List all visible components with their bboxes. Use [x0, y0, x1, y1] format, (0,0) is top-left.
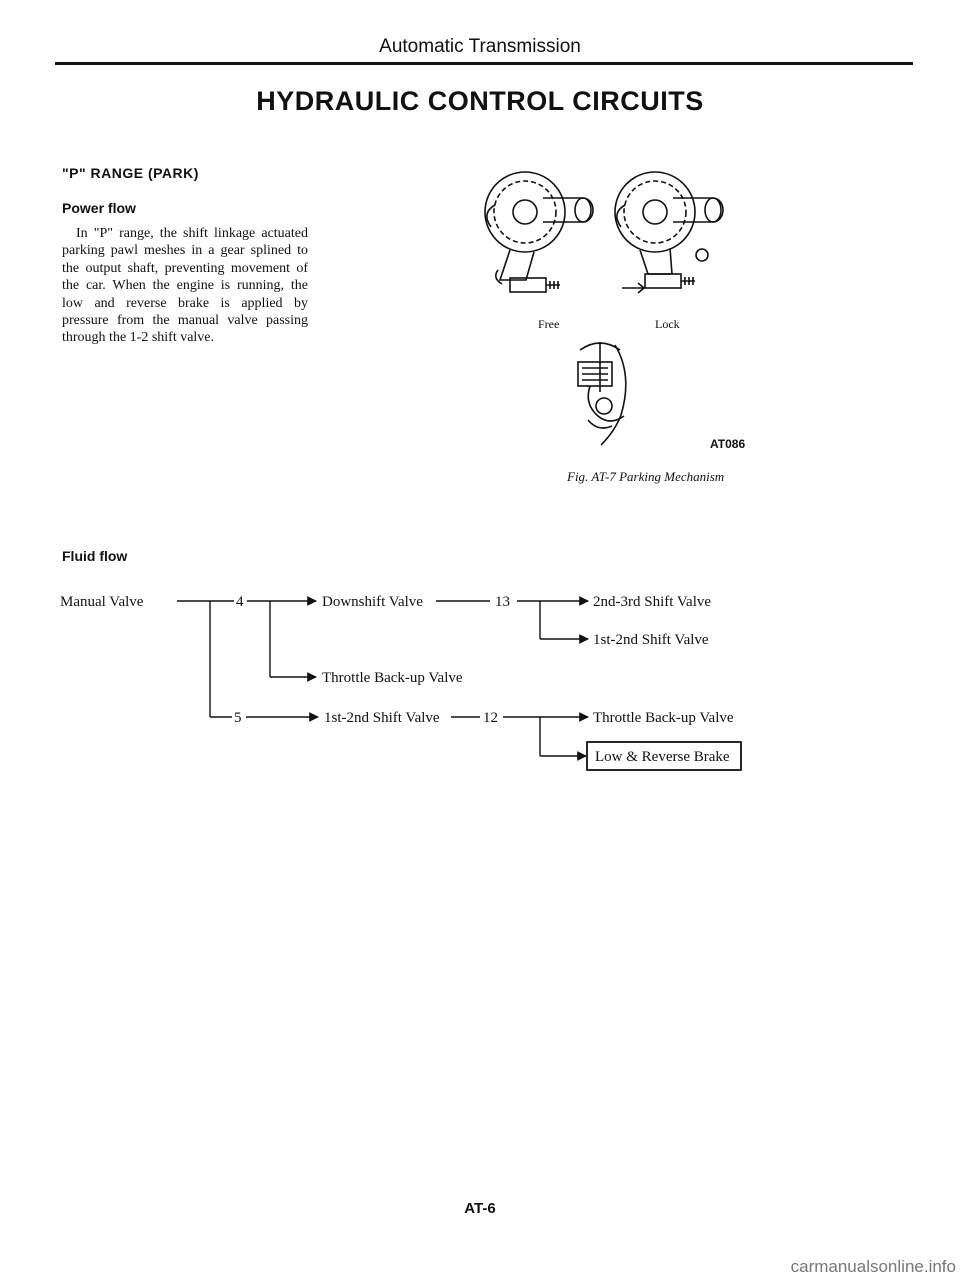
free-label: Free — [538, 317, 560, 331]
power-flow-paragraph: In "P" range, the shift linkage actuated parking pawl meshes in a gear splined to the output shaft, preventing movement of the car. When the engine is running, the low and reverse brake is applied by pressure from the manual valve passing through the 1-2 shift valve. — [62, 226, 308, 346]
power-flow-heading: Power flow — [62, 200, 136, 216]
fluid-flow-heading: Fluid flow — [62, 548, 128, 564]
running-header: Automatic Transmission — [379, 36, 581, 57]
flow-2nd3rd: 2nd-3rd Shift Valve — [593, 594, 712, 610]
flow-line-4: 4 — [236, 594, 244, 610]
flow-low-reverse-brake: Low & Reverse Brake — [595, 749, 730, 765]
figure-caption: Fig. AT-7 Parking Mechanism — [567, 469, 725, 484]
page-number: AT-6 — [464, 1200, 496, 1217]
page-title: HYDRAULIC CONTROL CIRCUITS — [256, 86, 704, 116]
flow-line-5: 5 — [234, 710, 242, 726]
flow-line-13: 13 — [495, 594, 510, 610]
flow-throttle-backup-1: Throttle Back-up Valve — [322, 670, 463, 686]
flow-throttle-backup-2: Throttle Back-up Valve — [593, 710, 734, 726]
footer-watermark[interactable]: carmanualsonline.info — [790, 1257, 956, 1276]
flow-1st2nd-b: 1st-2nd Shift Valve — [593, 632, 709, 648]
flow-1st2nd-a: 1st-2nd Shift Valve — [324, 710, 440, 726]
flow-line-12: 12 — [483, 710, 498, 726]
figure-code: AT086 — [710, 437, 746, 451]
flow-downshift-valve: Downshift Valve — [322, 594, 423, 610]
section-title: "P" RANGE (PARK) — [62, 165, 199, 181]
flow-manual-valve: Manual Valve — [60, 594, 144, 610]
lock-label: Lock — [655, 317, 680, 331]
